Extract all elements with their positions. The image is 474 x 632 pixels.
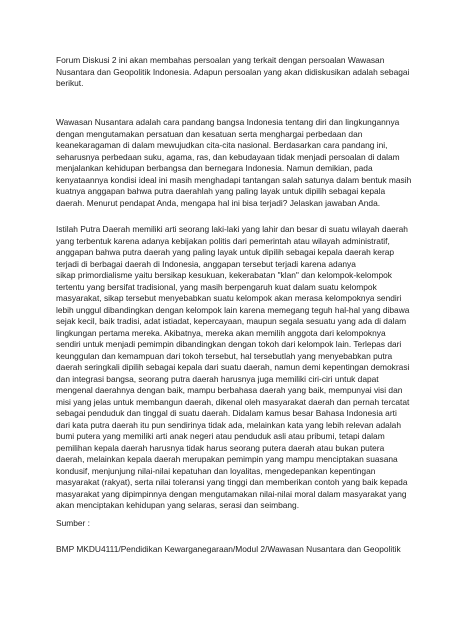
answer-line: akan menciptakan kehidupan yang selaras, serasi dan seimbang. xyxy=(56,500,300,510)
answer-line: terjadi di berbagai daerah di Indonesia, anggapan tersebut terjadi karena adanya xyxy=(56,258,356,269)
intro-line: Nusantara dan Geopolitik Indonesia. Adapun persoalan yang akan didiskusikan adalah sebagai xyxy=(56,66,410,77)
answer-line: yang terbentuk karena adanya kebijakan politis dari pemerintah atau wilayah administratif, xyxy=(56,235,390,246)
question-line: keanekaragaman di dalam mewujudkan cita-cita nasional. Berdasarkan cara pandang ini, xyxy=(56,140,388,150)
answer-line: dari kata putra daerah itu pun sendirinya tidak ada, melainkan kata yang lebih relevan adalah xyxy=(56,419,401,430)
answer-line: mengenal daerahnya dengan baik, mampu berbahasa daerah yang baik, mempunyai visi dan xyxy=(56,385,403,395)
source-reference-text: BMP MKDU4111/Pendidikan Kewarganegaraan/Modul 2/Wawasan Nusantara dan Geopolitik xyxy=(56,544,401,554)
source-label xyxy=(56,518,436,530)
answer-line: sendiri untuk menjadi pemimpin dibandingkan dengan tokoh dari kelompok lain. Terlepas dari xyxy=(56,339,402,349)
answer-line: misi yang jelas untuk membangun daerah, dikenal oleh masyarakat daerah dan pernah tercatat xyxy=(56,396,410,407)
answer-line: sikap primordialisme yaitu bersikap kesukuan, kekerabatan "klan" dan kelompok-kelompok xyxy=(56,270,392,280)
answer-line: kondusif, menjunjung nilai-nilai kepatuhan dan loyalitas, mengedepankan kepentingan xyxy=(56,465,376,476)
intro-line: berikut. xyxy=(56,78,84,88)
question-line: Wawasan Nusantara adalah cara pandang bangsa Indonesia tentang diri dan lingkungannya xyxy=(56,117,400,127)
source-label-text: Sumber : xyxy=(56,518,90,528)
answer-line: pemilihan kepala daerah harusnya tidak harus seorang putera daerah atau bukan putera xyxy=(56,442,385,453)
answer-line: bumi putera yang memiliki arti anak negeri atau penduduk asli atau pribumi, tetapi dalam xyxy=(56,431,385,441)
source-reference xyxy=(56,544,436,556)
intro-line: Forum Diskusi 2 ini akan membahas persoalan yang terkait dengan persoalan Wawasan xyxy=(56,55,385,65)
answer-line: masyarakat, sikap tersebut menyebabkan suatu kelompok akan merasa kelompoknya sendiri xyxy=(56,293,402,303)
answer-paragraph xyxy=(56,224,436,512)
answer-line: anggapan bahwa putra daerah yang paling layak untuk dipilih sebagai kepala daerah kerap xyxy=(56,247,395,257)
question-line: kenyataannya kondisi ideal ini masih menghadapi tantangan salah satunya dalam bentuk masih xyxy=(56,174,412,185)
question-line: daerah. Menurut pendapat Anda, mengapa hal ini bisa terjadi? Jelaskan jawaban Anda. xyxy=(56,197,381,208)
question-line: menjalankan kehidupan berbangsa dan bernegara Indonesia. Namun demikian, pada xyxy=(56,163,373,173)
answer-line: dan integrasi bangsa, seorang putra daerah harusnya juga memiliki ciri-ciri untuk dapat xyxy=(56,373,379,384)
answer-line: masyarakat (rakyat), serta nilai toleransi yang tinggi dan memberikan contoh yang baik kepada xyxy=(56,477,408,487)
answer-line: lingkungan pertama mereka. Akibatnya, mereka akan memilih anggota dari kelompoknya xyxy=(56,327,386,338)
answer-line: daerah seringkali dipilih sebagai kepala dari suatu daerah, namun demi kepentingan demokrasi xyxy=(56,362,410,372)
answer-line: keunggulan dan kemampuan dari tokoh tersebut, hal tersebutlah yang menyebabkan putra xyxy=(56,350,393,361)
question-line: kuatnya anggapan bahwa putra daerahlah yang paling layak untuk dipilih sebagai kepala xyxy=(56,186,386,196)
answer-line: lebih unggul dibandingkan dengan kelompok lain karena memegang teguh hal-hal yang dibawa xyxy=(56,304,410,315)
answer-line: sebagai penduduk dan tinggal di suatu daerah. Didalam kamus besar Bahasa Indonesia arti xyxy=(56,408,397,418)
answer-line: Istilah Putra Daerah memiliki arti seorang laki-laki yang lahir dan besar di suatu wilayah daerah xyxy=(56,224,408,234)
question-line: seharusnya perbedaan suku, agama, ras, dan kebudayaan tidak menjadi persoalan di dalam xyxy=(56,151,400,162)
answer-line: tertentu yang bersifat tradisional, yang masih berpengaruh kuat dalam suatu kelompok xyxy=(56,281,377,292)
question-paragraph xyxy=(56,117,436,209)
question-line: dengan mengutamakan persatuan dan kesatuan serta menghargai perbedaan dan xyxy=(56,128,363,139)
intro-paragraph xyxy=(56,55,436,90)
answer-line: daerah, melainkan kepala daerah merupakan pemimpin yang mampu menciptakan suasana xyxy=(56,454,398,464)
answer-line: masyarakat yang dipimpinnya dengan mengutamakan nilai-nilai moral dalam masyarakat yang xyxy=(56,488,407,499)
answer-line: sejak kecil, baik tradisi, adat istiadat, kepercayaan, maupun segala sesuatu yang ada di dalam xyxy=(56,316,407,326)
